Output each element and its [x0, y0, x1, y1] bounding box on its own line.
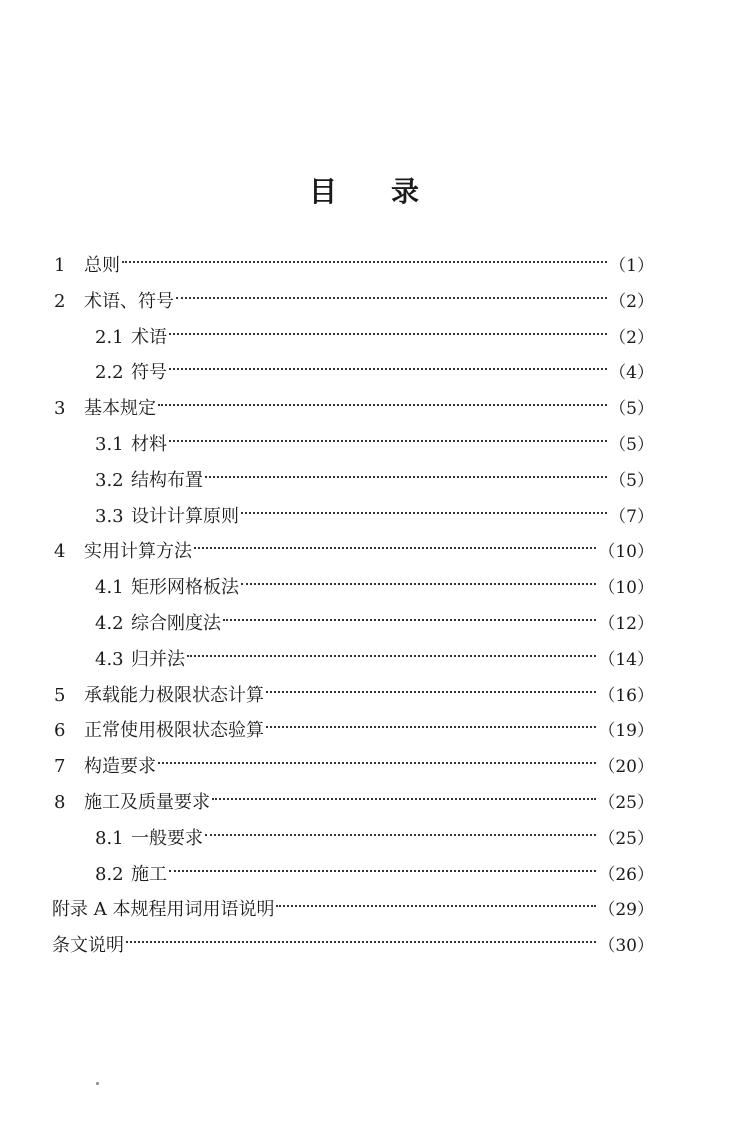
toc-entry-number: 3.1 — [95, 434, 124, 455]
dot-leader — [169, 438, 607, 442]
dot-leader — [212, 796, 596, 800]
toc-entry-number: 4.2 — [95, 613, 124, 634]
toc-entry-page: （19） — [598, 721, 654, 742]
toc-entry[interactable] — [95, 356, 654, 390]
toc-entry[interactable] — [95, 571, 654, 605]
toc-entry-number: 8.1 — [95, 827, 124, 849]
toc-entry-number: 2.2 — [95, 362, 124, 384]
toc-entry-label: 施工 — [131, 863, 167, 885]
toc-entry-number: 8 — [54, 792, 66, 813]
toc-entry-number: 3 — [54, 398, 66, 420]
toc-entry-page: （5） — [609, 470, 654, 491]
toc-entry[interactable] — [54, 679, 654, 713]
toc-entry-label: 附录 A 本规程用词用语说明 — [52, 899, 275, 921]
toc-entry-number: 4 — [54, 541, 66, 563]
toc-entry-page: （16） — [598, 685, 654, 706]
toc-entry-page: （29） — [598, 900, 654, 921]
toc-entry[interactable] — [52, 893, 654, 927]
toc-entry-label: 结构布置 — [131, 469, 203, 491]
dot-leader — [205, 832, 596, 836]
dot-leader — [276, 903, 596, 907]
page-title — [0, 170, 730, 210]
toc-entry[interactable] — [95, 428, 654, 462]
toc-entry-label: 材料 — [131, 434, 167, 455]
toc-entry-page: （5） — [609, 435, 654, 455]
dot-leader — [169, 331, 607, 335]
toc-entry[interactable] — [54, 392, 654, 426]
toc-entry-number: 3.3 — [95, 505, 124, 527]
dot-leader — [187, 653, 596, 657]
toc-entry-page: （7） — [609, 506, 654, 527]
dot-leader — [158, 402, 607, 406]
dot-leader — [176, 295, 607, 299]
toc-entry[interactable] — [52, 929, 654, 963]
toc-entry-page: （1） — [609, 256, 654, 276]
toc-entry-label: 构造要求 — [84, 756, 156, 778]
toc-entry-page: （25） — [598, 793, 654, 813]
dot-leader — [122, 259, 607, 263]
toc-entry-label: 条文说明 — [52, 935, 124, 957]
dot-leader — [223, 617, 596, 621]
dot-leader — [241, 510, 607, 514]
toc-entry-label: 施工及质量要求 — [84, 792, 210, 813]
dot-leader — [266, 724, 596, 728]
toc-entry-label: 术语 — [131, 326, 167, 348]
toc-entry-page: （5） — [609, 399, 654, 420]
toc-entry-number: 6 — [54, 720, 66, 742]
toc-entry-page: （2） — [609, 327, 654, 348]
toc-entry[interactable] — [54, 535, 654, 569]
toc-entry[interactable] — [54, 249, 654, 283]
dot-leader — [158, 760, 596, 764]
title-char-1: 目 — [308, 175, 339, 208]
toc-entry-label: 实用计算方法 — [84, 541, 192, 563]
dot-leader — [241, 581, 596, 585]
toc-entry-page: （25） — [598, 828, 654, 849]
toc-entry-page: （4） — [609, 363, 654, 384]
dot-leader — [266, 689, 596, 693]
toc-entry-number: 5 — [54, 684, 66, 706]
toc-entry-page: （30） — [598, 936, 654, 957]
toc-entry-page: （10） — [598, 542, 654, 563]
toc-entry[interactable] — [54, 285, 654, 319]
toc-entry-label: 承载能力极限状态计算 — [84, 684, 264, 706]
toc-entry[interactable] — [54, 750, 654, 784]
toc-entry[interactable] — [95, 321, 654, 355]
toc-entry-number: 4.1 — [95, 577, 124, 599]
toc-entry-page: （26） — [598, 864, 654, 885]
toc-entry-label: 正常使用极限状态验算 — [84, 720, 264, 742]
toc-entry-label: 综合刚度法 — [131, 613, 221, 634]
toc-entry-label: 术语、符号 — [84, 290, 174, 312]
toc-entry[interactable] — [95, 464, 654, 498]
toc-entry-number: 2 — [54, 290, 66, 312]
dot-leader — [205, 474, 607, 478]
toc-entry[interactable] — [54, 714, 654, 748]
title-char-2: 录 — [391, 175, 422, 208]
toc-entry-label: 总则 — [84, 255, 120, 276]
dot-leader — [126, 939, 596, 943]
toc-entry-number: 4.3 — [95, 648, 124, 670]
toc-entry[interactable] — [54, 786, 654, 820]
toc-entry[interactable] — [95, 607, 654, 641]
dot-leader — [194, 545, 596, 549]
toc-entry-number: 1 — [54, 255, 66, 276]
toc-entry-page: （2） — [609, 291, 654, 312]
dot-leader — [169, 366, 607, 370]
toc-entry-label: 设计计算原则 — [131, 505, 239, 527]
toc-entry-page: （14） — [598, 649, 654, 670]
toc-entry-number: 2.1 — [95, 326, 124, 348]
toc-entry[interactable] — [95, 643, 654, 677]
page-mark — [96, 1082, 99, 1085]
toc-entry-label: 一般要求 — [131, 827, 203, 849]
toc-entry-label: 符号 — [131, 362, 167, 384]
toc-entry-number: 3.2 — [95, 469, 124, 491]
toc-entry[interactable] — [95, 858, 654, 892]
toc-entry[interactable] — [95, 500, 654, 534]
toc-entry-number: 8.2 — [95, 863, 124, 885]
toc-entry-page: （12） — [598, 614, 654, 634]
toc-entry-page: （10） — [598, 578, 654, 599]
toc-entry[interactable] — [95, 822, 654, 856]
toc-entry-label: 矩形网格板法 — [131, 577, 239, 599]
toc-entry-label: 归并法 — [131, 648, 185, 670]
dot-leader — [169, 868, 596, 872]
toc-entry-label: 基本规定 — [84, 398, 156, 420]
toc-entry-number: 7 — [54, 756, 66, 778]
toc-entry-page: （20） — [598, 757, 654, 778]
